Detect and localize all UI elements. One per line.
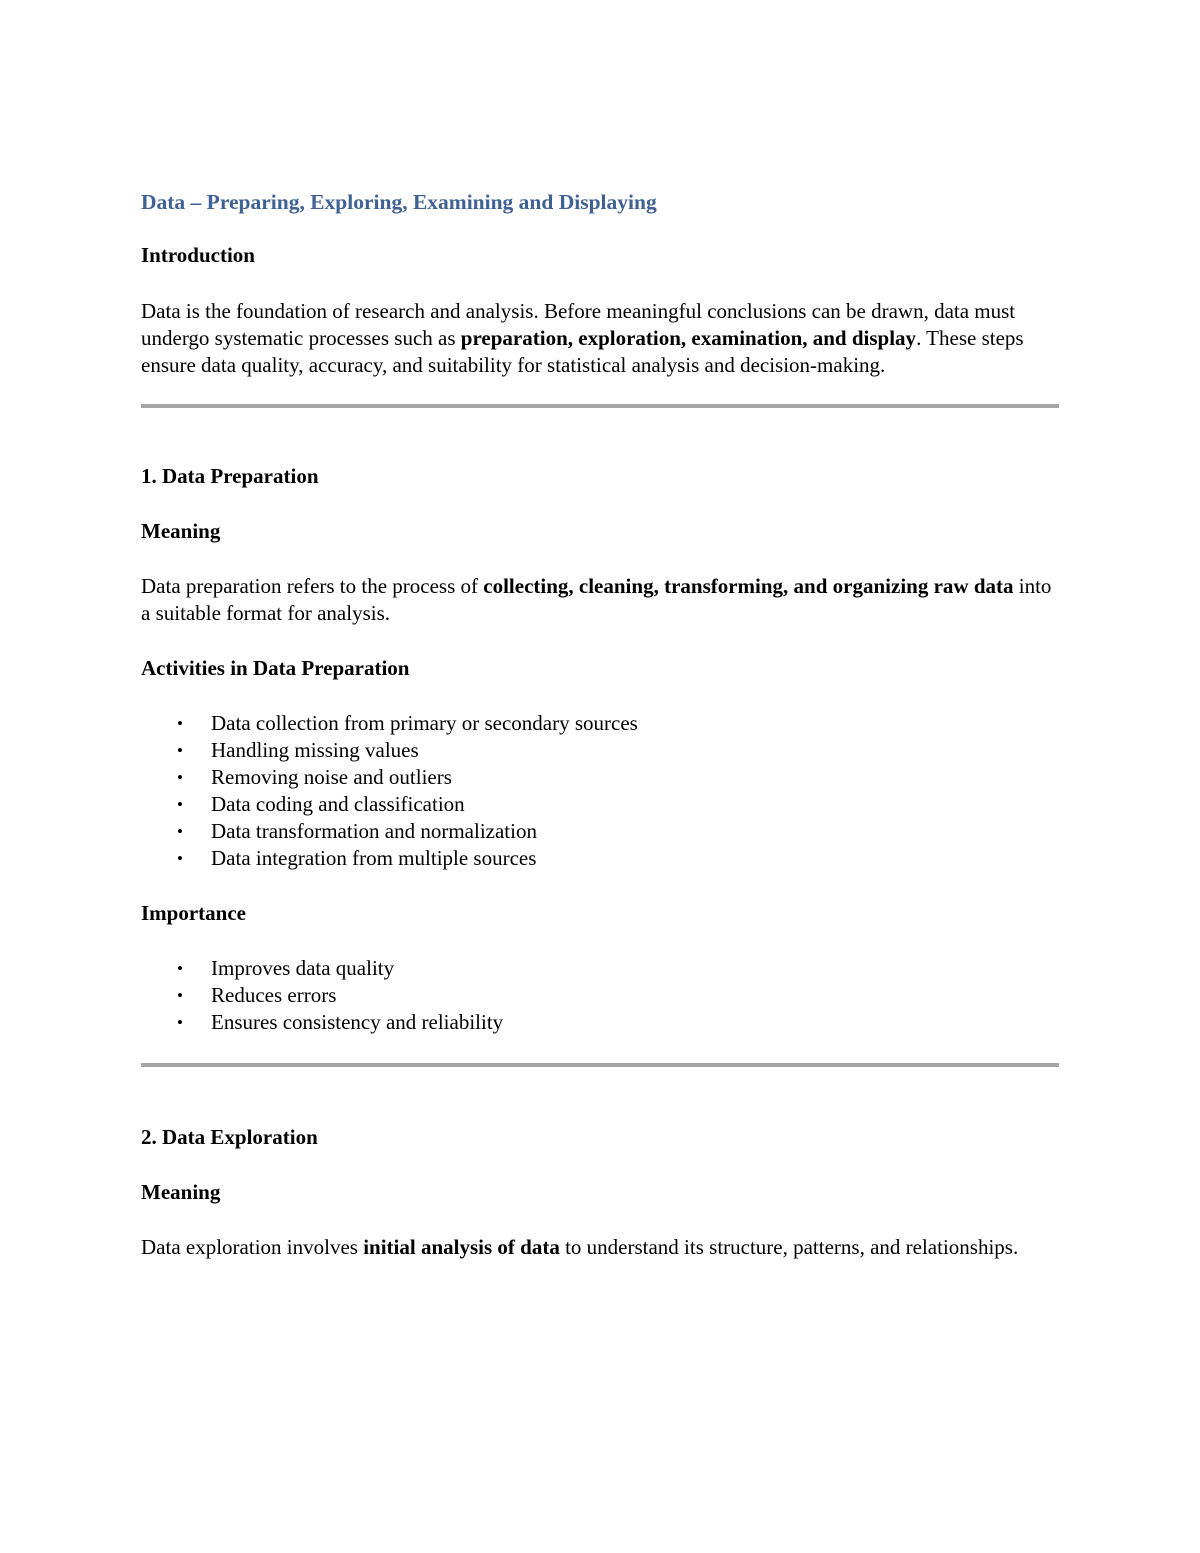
activities-list <box>141 710 1059 872</box>
section1-heading: 1. Data Preparation <box>141 464 319 488</box>
intro-text-2: . These steps ensure data quality, accuracy, and suitability for statistical analysis and decision-making. <box>141 326 1024 377</box>
section1-meaning-bold: collecting, cleaning, transforming, and organizing raw data <box>483 574 1014 598</box>
list-item: • Handling missing values <box>177 738 419 762</box>
importance-list <box>141 955 1059 1036</box>
bullet-icon: • <box>177 1013 183 1032</box>
bullet-icon: • <box>177 849 183 868</box>
list-item: • Data coding and classification <box>177 792 465 816</box>
importance-heading: Importance <box>141 901 246 925</box>
section2-meaning-text-2: to understand its structure, patterns, and relationships. <box>559 1235 1019 1259</box>
activities-heading: Activities in Data Preparation <box>141 656 410 680</box>
bullet-icon: • <box>177 768 183 787</box>
intro-heading: Introduction <box>141 243 255 267</box>
list-item: • Data collection from primary or secondary sources <box>177 711 638 735</box>
list-item: • Removing noise and outliers <box>177 765 452 789</box>
section2-heading: 2. Data Exploration <box>141 1125 318 1149</box>
section2-meaning-text-1: Data exploration involves <box>141 1235 364 1259</box>
intro-paragraph <box>141 298 1059 379</box>
list-item: • Data integration from multiple sources <box>177 846 537 870</box>
document-title: Data – Preparing, Exploring, Examining and Displaying <box>141 190 657 214</box>
intro-text-1: Data is the foundation of research and analysis. Before meaningful conclusions can be drawn, data must undergo systematic processes such as <box>141 299 1016 350</box>
list-item: • Improves data quality <box>177 956 395 980</box>
bullet-icon: • <box>177 795 183 814</box>
section2-meaning-paragraph <box>141 1234 1059 1261</box>
bullet-icon: • <box>177 714 183 733</box>
list-item: • Data transformation and normalization <box>177 819 537 843</box>
bullet-icon: • <box>177 741 183 760</box>
list-item: • Reduces errors <box>177 983 337 1007</box>
bullet-icon: • <box>177 986 183 1005</box>
section1-meaning-heading: Meaning <box>141 519 221 543</box>
section2-meaning-bold: initial analysis of data <box>363 1235 560 1259</box>
section1-meaning-text-1: Data preparation refers to the process of <box>141 574 484 598</box>
document-page <box>141 185 1059 1261</box>
intro-bold: preparation, exploration, examination, and display <box>460 326 917 350</box>
section2-meaning-heading: Meaning <box>141 1180 221 1204</box>
section1-meaning-paragraph <box>141 573 1059 627</box>
section1-meaning-text-2: into a suitable format for analysis. <box>141 574 1052 625</box>
list-item: • Ensures consistency and reliability <box>177 1010 504 1034</box>
bullet-icon: • <box>177 959 183 978</box>
bullet-icon: • <box>177 822 183 841</box>
